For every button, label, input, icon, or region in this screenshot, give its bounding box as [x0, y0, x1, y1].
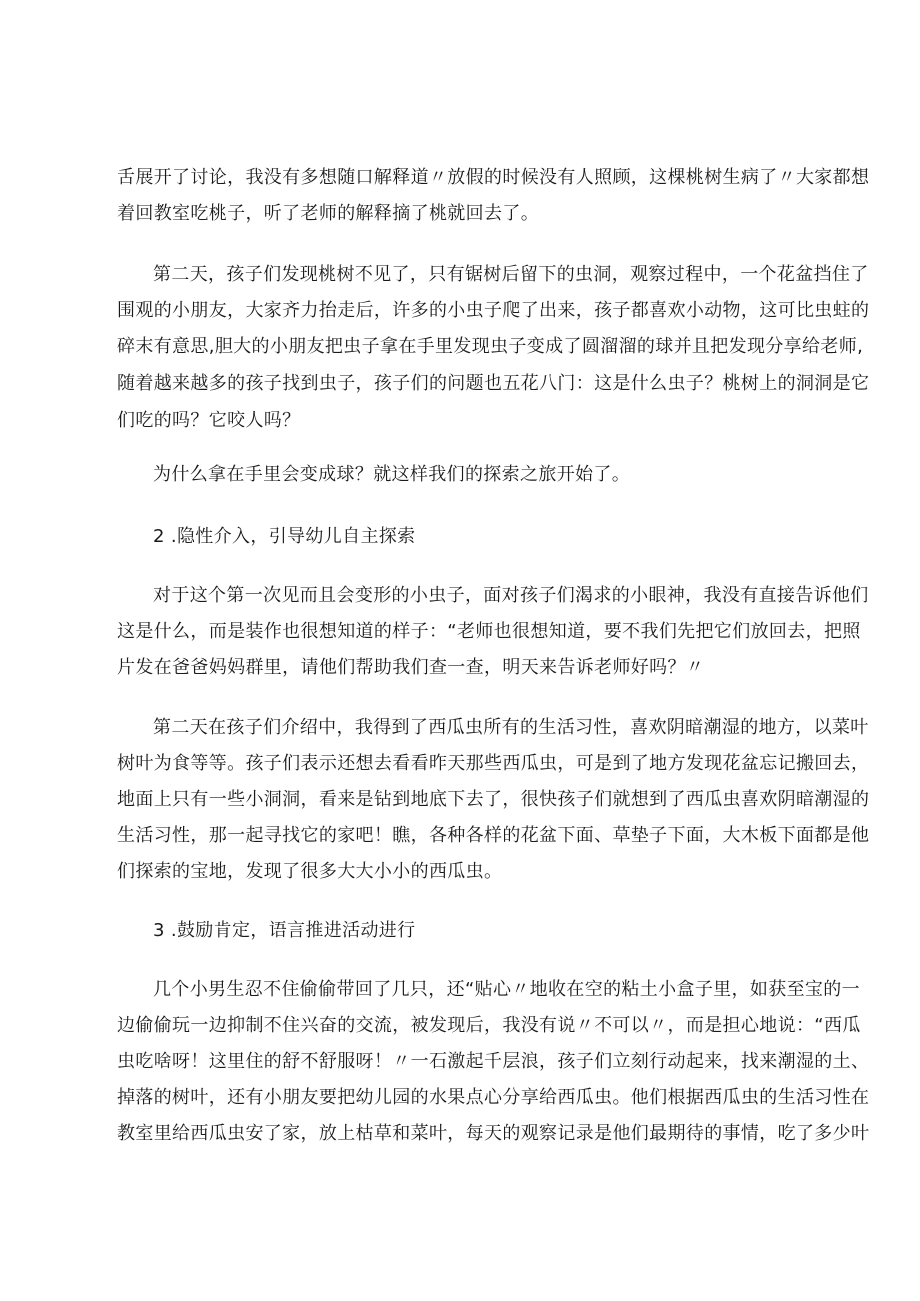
text-line: 着回教室吃桃子，听了老师的解释摘了桃就回去了。: [117, 203, 540, 224]
text-line: 掉落的树叶，还有小朋友要把幼儿园的水果点心分享给西瓜虫。他们根据西瓜虫的生活习性在: [117, 1087, 870, 1108]
text-line: 们吃的吗？它咬人吗？: [117, 410, 301, 431]
text-line: 碎末有意思,胆大的小朋友把虫子拿在手里发现虫子变成了圆溜溜的球并且把发现分享给老师,: [117, 336, 864, 357]
text-line: 围观的小朋友，大家齐力抬走后，许多的小虫子爬了出来，孩子都喜欢小动物，这可比虫蛀的: [117, 300, 870, 321]
text-line: 树叶为食等等。孩子们表示还想去看看昨天那些西瓜虫，可是到了地方发现花盆忘记搬回去，: [117, 753, 870, 774]
text-line: 生活习性，那一起寻找它的家吧！瞧，各种各样的花盆下面、草垫子下面，大木板下面都是他: [117, 825, 870, 846]
text-line: 教室里给西瓜虫安了家，放上枯草和菜叶，每天的观察记录是他们最期待的事情，吃了多少叶: [117, 1123, 870, 1144]
text-line: 虫吃啥呀！这里住的舒不舒服呀！〃一石激起千层浪，孩子们立刻行动起来，找来潮湿的土、: [117, 1051, 870, 1072]
text-line: 为什么拿在手里会变成球？就这样我们的探索之旅开始了。: [153, 464, 631, 485]
text-line: 第二天在孩子们介绍中，我得到了西瓜虫所有的生活习性，喜欢阴暗潮湿的地方，以菜叶: [153, 717, 869, 738]
text-line: 第二天，孩子们发现桃树不见了，只有锯树后留下的虫洞，观察过程中，一个花盆挡住了: [153, 264, 869, 285]
text-line: 随着越来越多的孩子找到虫子，孩子们的问题也五花八门：这是什么虫子？桃树上的洞洞是它: [117, 373, 870, 394]
section-heading-2: 2 .隐性介入，引导幼儿自主探索: [153, 526, 416, 547]
text-line: 这是什么，而是装作也很想知道的样子：“老师也很想知道，要不我们先把它们放回去，把照: [117, 621, 861, 642]
text-line: 们探索的宝地，发现了很多大大小小的西瓜虫。: [117, 861, 503, 882]
text-line: 边偷偷玩一边抑制不住兴奋的交流，被发现后，我没有说〃不可以〃，而是担心地说：“西瓜: [117, 1015, 861, 1036]
text-line: 地面上只有一些小洞洞，看来是钻到地底下去了，很快孩子们就想到了西瓜虫喜欢阴暗潮湿的: [117, 789, 870, 810]
text-line: 舌展开了讨论，我没有多想随口解释道〃放假的时候没有人照顾，这棵桃树生病了〃大家都想: [117, 167, 870, 188]
text-line: 片发在爸爸妈妈群里，请他们帮助我们查一查，明天来告诉老师好吗？〃: [117, 657, 705, 678]
text-line: 几个小男生忍不住偷偷带回了几只，还“贴心〃地收在空的粘土小盒子里，如获至宝的一: [153, 979, 860, 1000]
text-line: 对于这个第一次见而且会变形的小虫子，面对孩子们渴求的小眼神，我没有直接告诉他们: [153, 585, 869, 606]
section-heading-3: 3 .鼓励肯定，语言推进活动进行: [153, 920, 416, 941]
